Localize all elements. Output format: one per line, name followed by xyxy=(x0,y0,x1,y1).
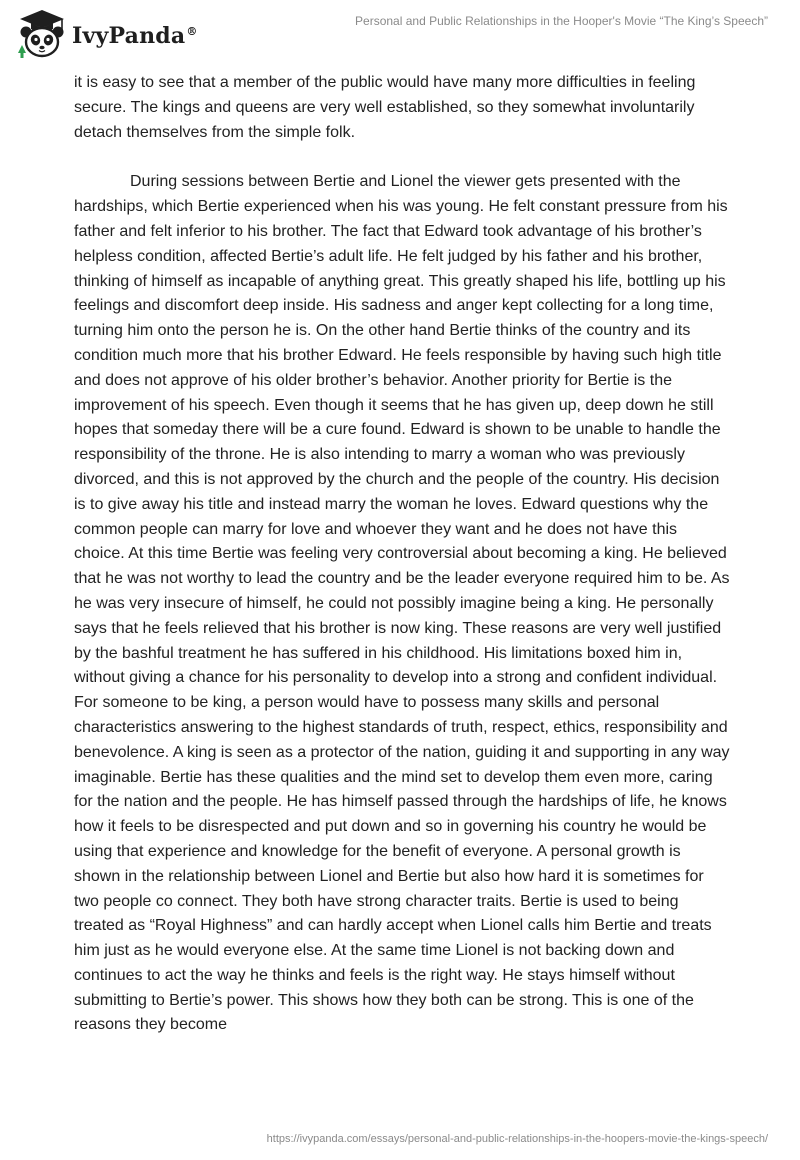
page-header xyxy=(0,0,800,70)
paragraph-2: During sessions between Bertie and Lionel the viewer gets presented with the hardships, which Bertie experienced when his was young. He felt constant pressure from his father and felt inferior to his brother. The fact that Edward took advantage of his brother’s helpless condition, affected Bertie’s adult life. He felt judged by his father and his brother, thinking of himself as incapable of anything great. This greatly shaped his life, bottling up his feelings and discomfort deep inside. His sadness and anger kept collecting for a long time, turning him onto the person he is. On the other hand Bertie thinks of the country and its condition much more that his brother Edward. He feels responsible by having such high title and does not approve of his older brother’s behavior. Another priority for Bertie is the improvement of his speech. Even though it seems that he has given up, deep down he still hopes that someday there will be a cure found. Edward is shown to be unable to handle the responsibility of the throne. He is also intending to marry a woman who was previously divorced, and this is not approved by the church and the people of the country. His decision is to give away his title and instead marry the woman he loves. Edward questions why the common people can marry for love and whoever they want and he does not have this choice. At this time Bertie was feeling very controversial about becoming a king. He believed that he was not worthy to lead the country and be the leader everyone required him to be. As he was very insecure of himself, he could not possibly imagine being a king. He personally says that he feels relieved that his brother is now king. These reasons are very well justified by the bashful treatment he has suffered in his childhood. His limitations boxed him in, without giving a chance for his personality to develop into a strong and confident individual. For someone to be king, a person would have to possess many skills and personal characteristics answering to the highest standards of truth, respect, ethics, responsibility and benevolence. A king is seen as a protector of the nation, guiding it and supporting in any way imaginable. Bertie has these qualities and the mind set to develop them even more, caring for the nation and the people. He has himself passed through the hardships of life, he knows how it feels to be disrespected and put down and so in governing his country he would be using that experience and knowledge for the benefit of everyone. A personal growth is shown in the relationship between Lionel and Bertie but also how hard it is sometimes for two people co connect. They both have strong character traits. Bertie is used to being treated as “Royal Highness” and can hardly accept when Lionel calls him Bertie and treats him just as he would everyone else. At the same time Lionel is not backing down and continues to act the way he thinks and feels is the right way. He stays himself without submitting to Bertie’s power. This shows how they both can be strong. This is one of the reasons they become xyxy=(74,173,730,1034)
panda-graduate-icon xyxy=(12,8,68,60)
registered-mark: ® xyxy=(186,24,198,38)
logo-text: IvyPanda xyxy=(72,23,186,49)
footer-url[interactable]: https://ivypanda.com/essays/personal-and-public-relationships-in-the-hoopers-movie-the-kings-speech/ xyxy=(266,1133,768,1145)
document-title: Personal and Public Relationships in the Hooper's Movie “The King’s Speech” xyxy=(355,14,768,28)
logo-wordmark xyxy=(72,23,198,49)
paragraph-1: it is easy to see that a member of the public would have many more difficulties in feeling secure. The kings and queens are very well established, so they somewhat involuntarily detach themselves from the simple folk. xyxy=(74,74,696,141)
ivypanda-logo[interactable] xyxy=(12,8,198,60)
essay-body xyxy=(74,71,730,1038)
